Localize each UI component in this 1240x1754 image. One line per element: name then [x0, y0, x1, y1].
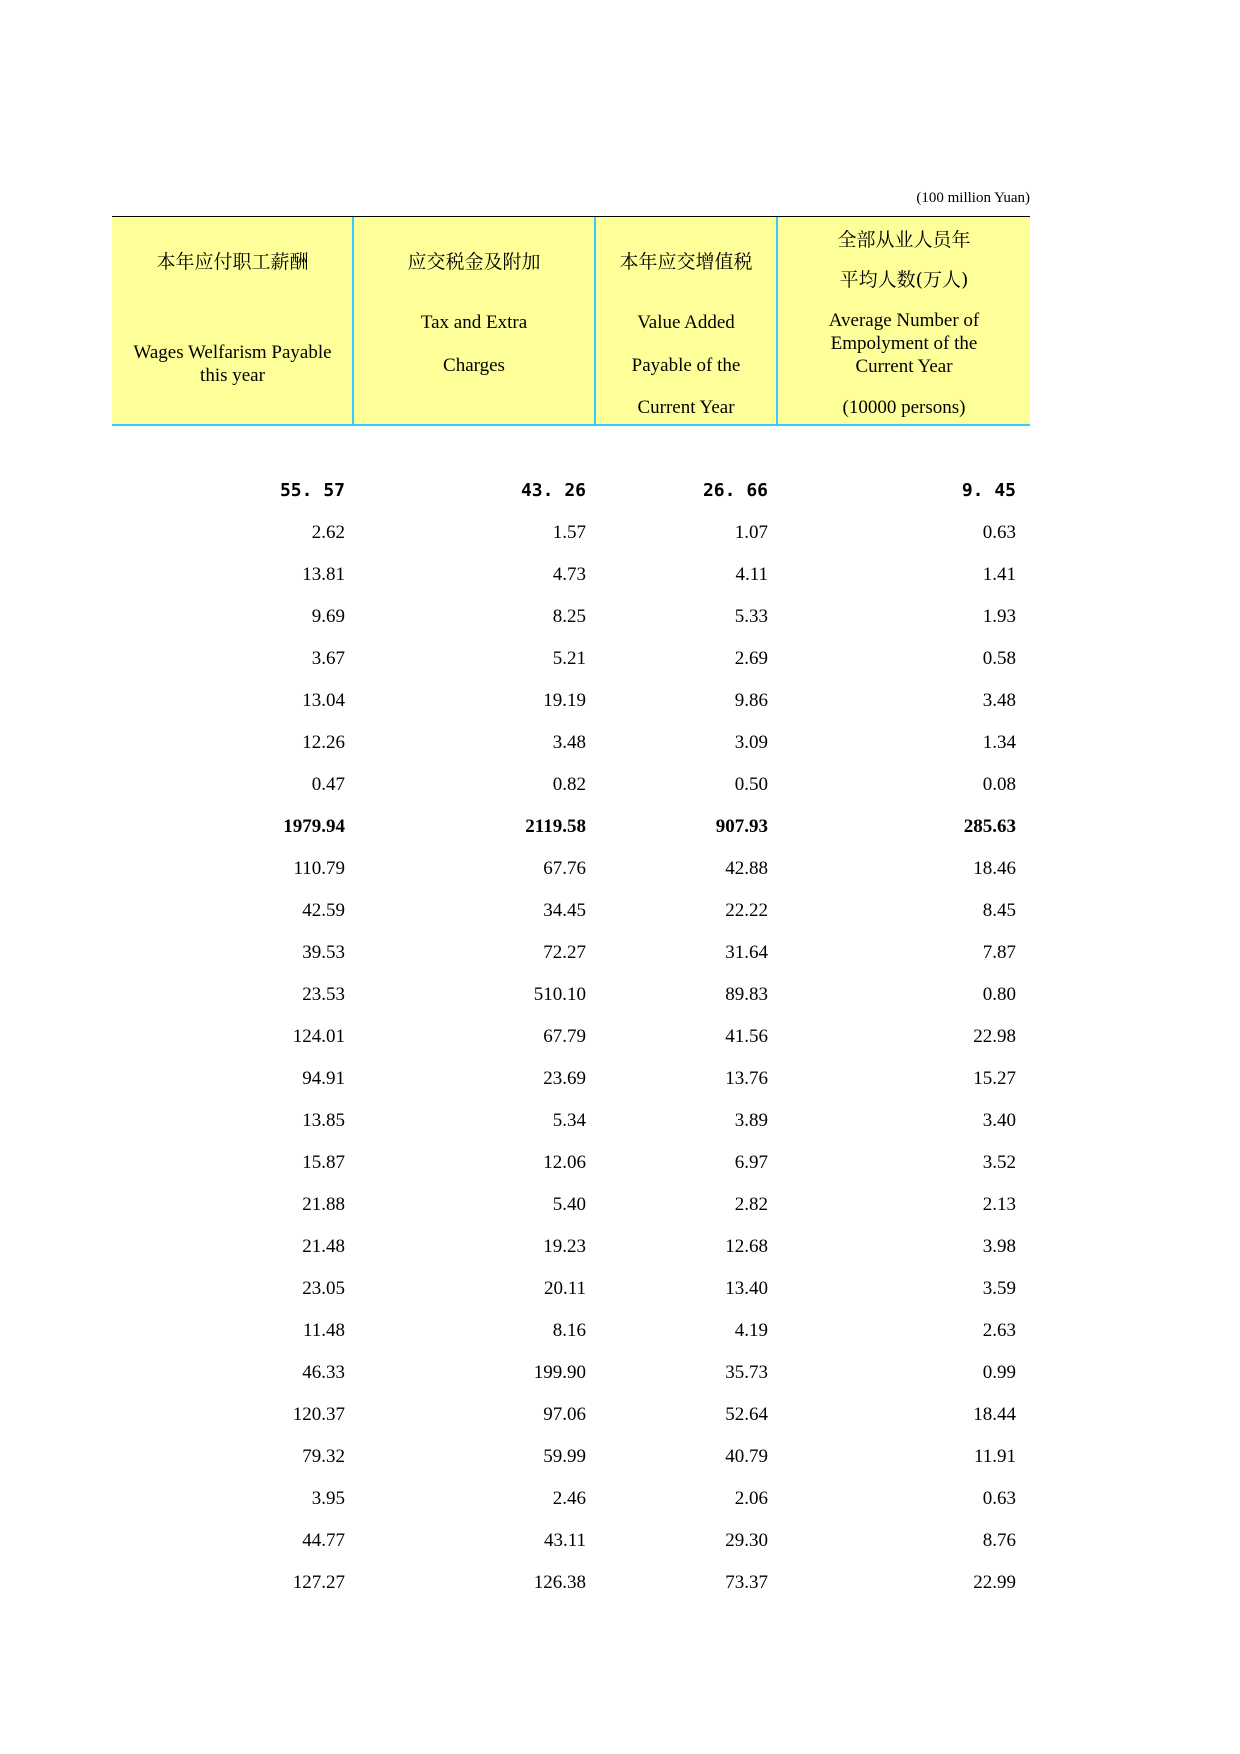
header-wages — [112, 217, 353, 424]
cell-employment: 18.46 — [973, 858, 1016, 879]
cell-tax: 2.46 — [552, 1488, 586, 1509]
cell-tax: 34.45 — [543, 900, 586, 921]
cell-employment: 3.40 — [982, 1110, 1016, 1131]
cell-employment: 0.63 — [982, 1488, 1016, 1509]
cell-wages: 21.48 — [302, 1236, 345, 1257]
header-vat-en-3: Current Year — [637, 397, 735, 418]
cell-wages: 127.27 — [292, 1572, 345, 1593]
cell-employment: 3.48 — [982, 690, 1016, 711]
cell-tax: 72.27 — [543, 942, 586, 963]
header-tax-en-1: Tax and Extra — [420, 312, 528, 333]
cell-tax: 19.23 — [543, 1236, 586, 1257]
cell-vat: 1.07 — [734, 522, 768, 543]
table-row — [112, 932, 1030, 974]
table-row — [112, 1394, 1030, 1436]
table-row — [112, 1184, 1030, 1226]
table-row — [112, 1226, 1030, 1268]
cell-vat: 907.93 — [715, 816, 768, 837]
table-row — [112, 554, 1030, 596]
cell-tax: 5.34 — [552, 1110, 586, 1131]
table-row — [112, 806, 1030, 848]
table-row — [112, 764, 1030, 806]
header-wages-zh: 本年应付职工薪酬 — [156, 251, 309, 273]
table-row — [112, 596, 1030, 638]
cell-employment: 1.93 — [982, 606, 1016, 627]
cell-employment: 3.98 — [982, 1236, 1016, 1257]
cell-vat: 52.64 — [725, 1404, 768, 1425]
table-row — [112, 638, 1030, 680]
cell-tax: 4.73 — [552, 564, 586, 585]
cell-employment: 3.59 — [982, 1278, 1016, 1299]
cell-wages: 39.53 — [302, 942, 345, 963]
cell-tax: 3.48 — [552, 732, 586, 753]
cell-employment: 0.99 — [982, 1362, 1016, 1383]
cell-employment: 3.52 — [982, 1152, 1016, 1173]
table-row — [112, 512, 1030, 554]
cell-wages: 2.62 — [311, 522, 345, 543]
cell-vat: 42.88 — [725, 858, 768, 879]
cell-tax: 8.16 — [552, 1320, 586, 1341]
table-row — [112, 1142, 1030, 1184]
cell-vat: 9.86 — [734, 690, 768, 711]
cell-tax: 510.10 — [533, 984, 586, 1005]
cell-tax: 67.79 — [543, 1026, 586, 1047]
cell-tax: 67.76 — [543, 858, 586, 879]
cell-wages: 0.47 — [311, 774, 345, 795]
cell-wages: 13.04 — [302, 690, 345, 711]
cell-employment: 1.34 — [982, 732, 1016, 753]
cell-tax: 1.57 — [552, 522, 586, 543]
cell-employment: 8.76 — [982, 1530, 1016, 1551]
unit-note: (100 million Yuan) — [916, 190, 1030, 206]
cell-vat: 26. 66 — [702, 480, 768, 501]
cell-wages: 15.87 — [302, 1152, 345, 1173]
cell-tax: 5.40 — [552, 1194, 586, 1215]
cell-employment: 2.63 — [982, 1320, 1016, 1341]
cell-vat: 4.11 — [735, 564, 768, 585]
cell-wages: 9.69 — [311, 606, 345, 627]
cell-wages: 110.79 — [293, 858, 345, 879]
table-row — [112, 722, 1030, 764]
table-row — [112, 1520, 1030, 1562]
header-employment-zh-2: 平均人数(万人) — [839, 269, 969, 291]
cell-wages: 120.37 — [292, 1404, 345, 1425]
cell-tax: 43.11 — [543, 1530, 586, 1551]
cell-vat: 0.50 — [734, 774, 768, 795]
header-employment-en-1: Average Number of — [828, 310, 980, 331]
header-employment-en-2: Empolyment of the — [830, 333, 978, 354]
header-tax — [354, 217, 594, 424]
header-vat-en-1: Value Added — [637, 312, 735, 333]
table-row — [112, 1268, 1030, 1310]
table-row — [112, 1436, 1030, 1478]
cell-wages: 124.01 — [292, 1026, 345, 1047]
cell-wages: 1979.94 — [283, 816, 345, 837]
cell-wages: 94.91 — [302, 1068, 345, 1089]
table-row — [112, 1562, 1030, 1604]
cell-tax: 23.69 — [543, 1068, 586, 1089]
cell-vat: 35.73 — [725, 1362, 768, 1383]
cell-vat: 22.22 — [725, 900, 768, 921]
header-wages-en-2: this year — [200, 365, 265, 386]
cell-employment: 22.99 — [973, 1572, 1016, 1593]
table-body — [112, 470, 1030, 1604]
table-row — [112, 1352, 1030, 1394]
table-row — [112, 1478, 1030, 1520]
cell-wages: 12.26 — [302, 732, 345, 753]
cell-vat: 41.56 — [725, 1026, 768, 1047]
cell-wages: 42.59 — [302, 900, 345, 921]
cell-employment: 0.58 — [982, 648, 1016, 669]
table-row — [112, 1100, 1030, 1142]
cell-tax: 97.06 — [543, 1404, 586, 1425]
cell-vat: 13.40 — [725, 1278, 768, 1299]
header-employment-en-4: (10000 persons) — [842, 397, 966, 418]
cell-employment: 22.98 — [973, 1026, 1016, 1047]
cell-vat: 3.89 — [734, 1110, 768, 1131]
cell-wages: 23.05 — [302, 1278, 345, 1299]
cell-tax: 12.06 — [543, 1152, 586, 1173]
cell-tax: 0.82 — [552, 774, 586, 795]
cell-vat: 6.97 — [734, 1152, 768, 1173]
cell-wages: 46.33 — [302, 1362, 345, 1383]
cell-vat: 4.19 — [734, 1320, 768, 1341]
cell-vat: 12.68 — [725, 1236, 768, 1257]
header-employment — [778, 217, 1030, 424]
cell-wages: 44.77 — [302, 1530, 345, 1551]
header-vat-en-2: Payable of the — [631, 355, 741, 376]
cell-employment: 9. 45 — [961, 480, 1016, 501]
cell-tax: 59.99 — [543, 1446, 586, 1467]
table-row — [112, 1310, 1030, 1352]
header-vat-zh: 本年应交增值税 — [619, 251, 753, 273]
cell-employment: 285.63 — [963, 816, 1016, 837]
cell-wages: 55. 57 — [279, 480, 345, 501]
cell-employment: 8.45 — [982, 900, 1016, 921]
table-row — [112, 890, 1030, 932]
cell-wages: 21.88 — [302, 1194, 345, 1215]
cell-vat: 31.64 — [725, 942, 768, 963]
cell-employment: 7.87 — [982, 942, 1016, 963]
cell-tax: 8.25 — [552, 606, 586, 627]
cell-vat: 2.82 — [734, 1194, 768, 1215]
table-row — [112, 470, 1030, 512]
cell-tax: 199.90 — [533, 1362, 586, 1383]
cell-tax: 43. 26 — [520, 480, 586, 501]
header-wages-en-1: Wages Welfarism Payable — [133, 342, 332, 363]
cell-vat: 2.69 — [734, 648, 768, 669]
cell-vat: 29.30 — [725, 1530, 768, 1551]
table-row — [112, 1058, 1030, 1100]
header-employment-zh-1: 全部从业人员年 — [837, 229, 971, 251]
cell-vat: 5.33 — [734, 606, 768, 627]
table-header — [112, 216, 1030, 426]
cell-vat: 2.06 — [734, 1488, 768, 1509]
cell-employment: 1.41 — [982, 564, 1016, 585]
cell-tax: 2119.58 — [525, 816, 586, 837]
cell-wages: 11.48 — [302, 1320, 345, 1341]
cell-vat: 40.79 — [725, 1446, 768, 1467]
cell-tax: 126.38 — [533, 1572, 586, 1593]
cell-wages: 13.85 — [302, 1110, 345, 1131]
cell-employment: 0.08 — [982, 774, 1016, 795]
cell-wages: 23.53 — [302, 984, 345, 1005]
cell-vat: 3.09 — [734, 732, 768, 753]
cell-tax: 20.11 — [543, 1278, 586, 1299]
cell-tax: 19.19 — [543, 690, 586, 711]
cell-employment: 0.63 — [982, 522, 1016, 543]
header-tax-zh: 应交税金及附加 — [407, 251, 541, 273]
header-employment-en-3: Current Year — [855, 356, 953, 377]
table-row — [112, 680, 1030, 722]
cell-vat: 73.37 — [725, 1572, 768, 1593]
cell-vat: 13.76 — [725, 1068, 768, 1089]
cell-employment: 2.13 — [982, 1194, 1016, 1215]
cell-wages: 3.95 — [311, 1488, 345, 1509]
header-tax-en-2: Charges — [443, 355, 505, 376]
cell-employment: 0.80 — [982, 984, 1016, 1005]
table-row — [112, 974, 1030, 1016]
cell-vat: 89.83 — [725, 984, 768, 1005]
cell-employment: 11.91 — [973, 1446, 1016, 1467]
cell-employment: 18.44 — [973, 1404, 1016, 1425]
cell-tax: 5.21 — [552, 648, 586, 669]
cell-employment: 15.27 — [973, 1068, 1016, 1089]
header-vat — [596, 217, 776, 424]
table-row — [112, 848, 1030, 890]
cell-wages: 13.81 — [302, 564, 345, 585]
table-row — [112, 1016, 1030, 1058]
cell-wages: 79.32 — [302, 1446, 345, 1467]
cell-wages: 3.67 — [311, 648, 345, 669]
